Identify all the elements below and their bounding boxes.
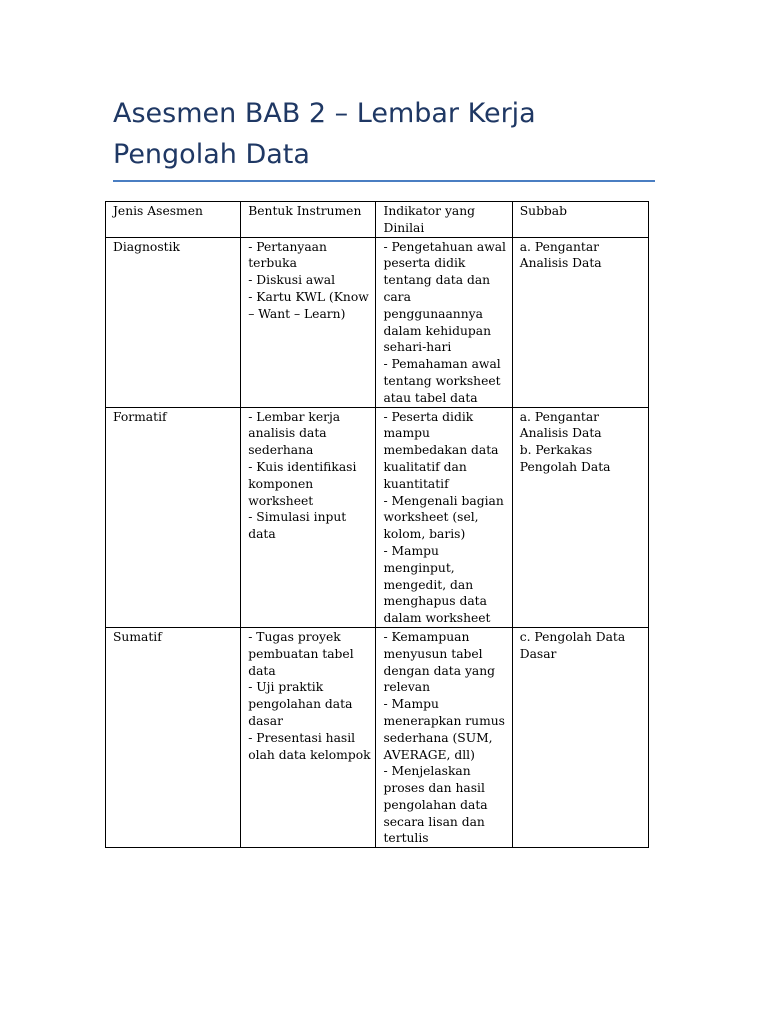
cell-text: - Diskusi awal xyxy=(248,273,336,288)
header-bentuk-instrumen: Bentuk Instrumen xyxy=(241,202,376,238)
table-row xyxy=(106,407,649,627)
cell-text: Diagnostik xyxy=(113,239,180,254)
cell-text: b. Perkakas Pengolah Data xyxy=(519,443,611,474)
cell-text: - Kartu KWL (Know – Want – Learn) xyxy=(248,289,369,321)
cell-bentuk xyxy=(241,627,376,847)
cell-text: - Kemampuan menyusun tabel dengan data yang relevan xyxy=(383,629,496,695)
cell-text: - Simulasi input data xyxy=(248,510,347,542)
cell-indikator xyxy=(376,407,512,627)
cell-text: a. Pengantar Analisis Data xyxy=(519,239,602,271)
header-jenis-asesmen: Jenis Asesmen xyxy=(106,202,241,238)
cell-text: - Pertanyaan terbuka xyxy=(248,239,327,271)
cell-text: - Mampu menerapkan rumus sederhana (SUM, AVERAGE, dll) xyxy=(383,697,505,762)
title-underline xyxy=(113,180,655,182)
cell-jenis xyxy=(106,237,241,407)
cell-text: - Lembar kerja analisis data sederhana xyxy=(248,409,341,458)
cell-text: - Uji praktik pengolahan data dasar xyxy=(248,680,353,728)
cell-indikator xyxy=(376,237,512,407)
assessment-table xyxy=(105,201,649,848)
cell-jenis xyxy=(106,407,241,627)
cell-text: - Menjelaskan proses dan hasil pengolahan data secara lisan dan tertulis xyxy=(383,764,488,846)
cell-text: - Kuis identifikasi komponen worksheet xyxy=(248,459,357,508)
header-subbab: Subbab xyxy=(512,202,648,238)
title-line-1: Asesmen BAB 2 – Lembar Kerja xyxy=(113,98,536,129)
cell-jenis xyxy=(106,627,241,847)
cell-text: - Peserta didik mampu membedakan data kualitatif dan kuantitatif xyxy=(383,409,499,491)
table-header-row xyxy=(106,202,649,238)
cell-text: c. Pengolah Data Dasar xyxy=(519,629,626,661)
table-row xyxy=(106,237,649,407)
cell-text: - Tugas proyek pembuatan tabel data xyxy=(248,629,354,678)
cell-bentuk xyxy=(241,407,376,627)
cell-text: - Presentasi hasil olah data kelompok xyxy=(248,730,371,762)
cell-subbab xyxy=(512,627,648,847)
cell-indikator xyxy=(376,627,512,847)
cell-text: - Pengetahuan awal peserta didik tentang data dan cara penggunaannya dalam kehidupan sehari-hari xyxy=(383,239,506,355)
cell-text: - Mampu menginput, mengedit, dan menghapus data dalam worksheet xyxy=(383,543,491,626)
cell-text: - Mengenali bagian worksheet (sel, kolom, baris) xyxy=(383,493,504,542)
cell-text: - Pemahaman awal tentang worksheet atau tabel data xyxy=(383,357,501,405)
cell-bentuk xyxy=(241,237,376,407)
cell-text: Sumatif xyxy=(113,629,162,644)
title-line-2: Pengolah Data xyxy=(113,139,310,170)
cell-subbab xyxy=(512,237,648,407)
cell-text: Formatif xyxy=(113,409,167,424)
header-indikator: Indikator yang Dinilai xyxy=(376,202,512,238)
table-row xyxy=(106,627,649,847)
page-title xyxy=(113,93,673,175)
cell-subbab xyxy=(512,407,648,627)
cell-text: a. Pengantar Analisis Data xyxy=(519,409,602,441)
